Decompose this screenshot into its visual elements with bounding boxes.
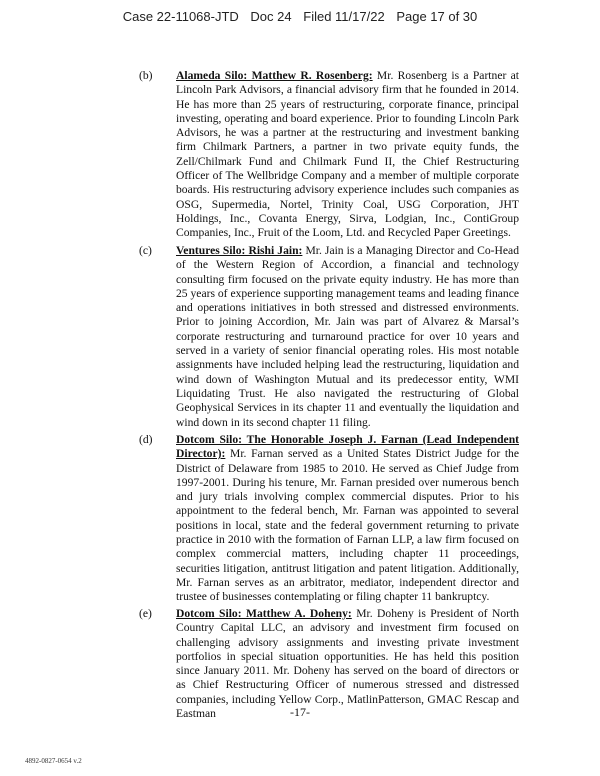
case-header	[0, 9, 600, 24]
item-marker: (b)	[139, 69, 153, 82]
item-heading: Dotcom Silo: Matthew A. Doheny:	[176, 607, 352, 620]
page-indicator: Page 17 of 30	[396, 9, 478, 24]
item-marker: (c)	[139, 244, 152, 257]
item-heading: Dotcom Silo: The Honorable Joseph J. Farnan (Lead Independent Director):	[176, 433, 519, 461]
list-item-d	[139, 433, 519, 605]
list-item-c	[139, 244, 519, 430]
item-content	[176, 69, 519, 241]
item-marker: (d)	[139, 433, 153, 446]
item-heading: Alameda Silo: Matthew R. Rosenberg:	[176, 69, 373, 82]
list-item-b	[139, 69, 519, 241]
item-marker: (e)	[139, 607, 152, 620]
item-text: Mr. Doheny is President of North Country Capital LLC, an advisory and investment firm focused on challenging advisory assignments and investing private investment portfolios in special situation opportunities. He has held this position since January 2011. Mr. Doheny has served on the board of directors or as Chief Restructuring Officer of numerous stressed and distressed companies, including Yellow Corp., MatlinPatterson, GMAC Rescap and Eastman	[176, 607, 519, 721]
item-text: Mr. Rosenberg is a Partner at Lincoln Park Advisors, a financial advisory firm that he founded in 2014. He has more than 25 years of restructuring, corporate finance, principal investing, operating and board experience. Prior to founding Lincoln Park Advisors, he was a partner at the restructuring and investment banking firm Chilmark Partners, a partner in two private equity funds, the Zell/Chilmark Fund and Chilmark Fund II, the Chief Restructuring Officer of The Wellbridge Company and a member of multiple corporate boards. His restructuring advisory experience includes such companies as OSG, Supermedia, Nortel, Trinity Coal, USG Corporation, JHT Holdings, Inc., Covanta Energy, Sirva, Lodgian, Inc., ContiGroup Companies, Inc., Fruit of the Loom, Ltd. and Recycled Paper Greetings.	[176, 69, 520, 240]
item-content	[176, 244, 519, 430]
page-number: -17-	[290, 705, 310, 719]
doc-number: Doc 24	[250, 9, 292, 24]
document-id: 4892-0827-0654 v.2	[25, 757, 82, 765]
filed-date: Filed 11/17/22	[303, 9, 385, 24]
case-number: Case 22-11068-JTD	[122, 9, 239, 24]
item-content	[176, 433, 519, 605]
item-text: Mr. Farnan served as a United States District Judge for the District of Delaware from 1985 to 2010. He served as Chief Judge from 1997-2001. During his tenure, Mr. Farnan presided over numerous bench and jury trials involving complex commercial disputes. Prior to his appointment to the federal bench, Mr. Farnan was appointed to several positions in local, state and the federal government returning to private practice in 2010 with the formation of Farnan LLP, a law firm focused on complex commercial matters, including chapter 11 proceedings, securities litigation, antitrust litigation and patent litigation. Additionally, Mr. Farnan serves as an arbitrator, mediator, independent director and trustee of businesses contemplating or filing chapter 11 bankruptcy.	[176, 447, 519, 604]
item-text: Mr. Jain is a Managing Director and Co-Head of the Western Region of Accordion, a financial and technology consulting firm focused on the private equity industry. He has more than 25 years of experience supporting management teams and leading finance and operations initiatives in both stressed and distressed environments. Prior to joining Accordion, Mr. Jain was part of Alvarez & Marsal’s corporate restructuring and turnaround practice for over 10 years and served in a variety of senior financial operating roles. His most notable assignments have included helping lead the restructuring, liquidation and wind down of Washington Mutual and its predecessor entity, WMI Liquidating Trust. He also navigated the restructuring of Global Geophysical Services in its chapter 11 and eventually the liquidation and wind down in its second chapter 11 filing.	[176, 244, 519, 429]
item-heading: Ventures Silo: Rishi Jain:	[176, 244, 303, 257]
